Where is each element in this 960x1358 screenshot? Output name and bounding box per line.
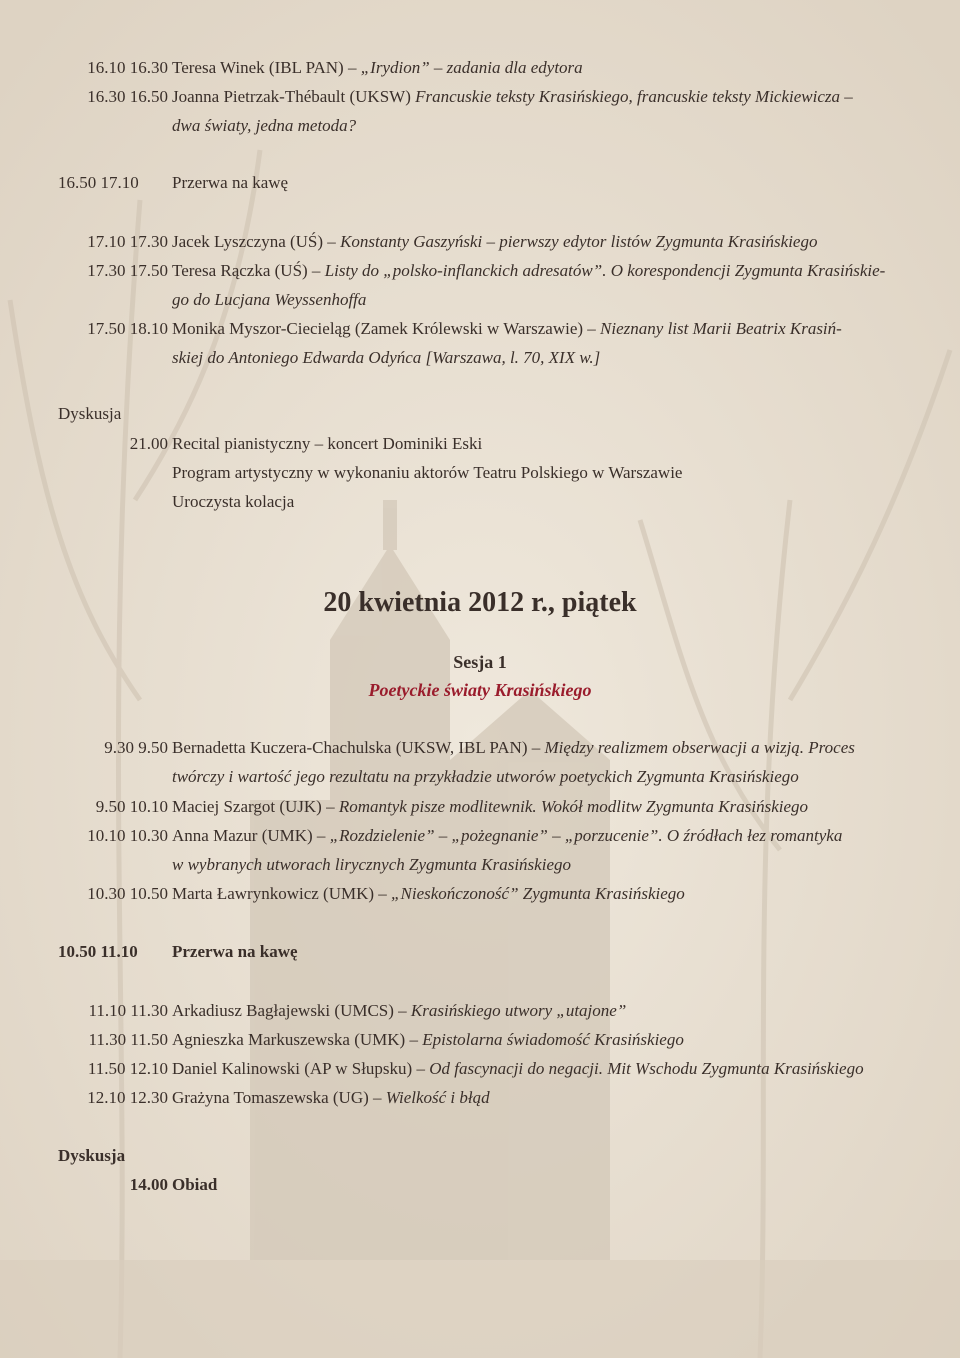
program-item [58,879,908,908]
item-speaker: Jacek Lyszczyna (UŚ) – [172,232,336,251]
item-time: 17.30 17.50 [87,261,168,280]
item-speaker: Grażyna Tomaszewska (UG) – [172,1088,382,1107]
item-time: 17.10 17.30 [87,232,168,251]
item-time: 16.10 16.30 [87,58,168,77]
item-time: 16.30 16.50 [87,87,168,106]
program-item [58,53,908,82]
item-speaker: Teresa Winek (IBL PAN) – [172,58,357,77]
program-item [58,227,908,256]
coffee-break [58,937,908,966]
item-time: 11.30 11.50 [88,1030,168,1049]
item-title: Nieznany list Marii Beatrix Krasiń- [600,319,842,338]
item-title-cont: go do Lucjana Weyssenhoffa [172,290,367,309]
break-label: Przerwa na kawę [172,173,289,192]
item-time: 10.10 10.30 [87,826,168,845]
item-speaker: Arkadiusz Bagłajewski (UMCS) – [172,1001,407,1020]
item-title: „Rozdzielenie” – „pożegnanie” – „porzucenie”. O źródłach łez romantyka [329,826,843,845]
item-time: 9.50 10.10 [95,797,168,816]
lunch-item [58,1170,908,1199]
program-item [58,1054,908,1083]
item-time: 14.00 [129,1175,168,1194]
item-speaker: Monika Myszor-Ciecieląg (Zamek Królewski w Warszawie) – [172,319,596,338]
item-time: 17.50 18.10 [87,319,168,338]
item-title: Krasińskiego utwory „utajone” [410,1001,627,1020]
item-time: 21.00 [129,434,168,453]
item-title: Wielkość i błąd [385,1088,490,1107]
item-title: „Irydion” – zadania dla edytora [360,58,583,77]
item-title: „Nieskończoność” Zygmunta Krasińskiego [391,884,685,903]
item-speaker: Marta Ławrynkowicz (UMK) – [172,884,387,903]
item-title-cont: w wybranych utworach lirycznych Zygmunta Krasińskiego [172,855,571,874]
item-time: 12.10 12.30 [87,1088,168,1107]
program-item [58,1025,908,1054]
program-item [58,996,908,1025]
evening-program [58,429,908,516]
item-title: Romantyk pisze modlitewnik. Wokół modlitw Zygmunta Krasińskiego [338,797,809,816]
item-speaker: Joanna Pietrzak-Thébault (UKSW) [172,87,411,106]
item-time: 10.30 10.50 [87,884,168,903]
session-title: Poetyckie światy Krasińskiego [368,680,592,700]
item-speaker: Daniel Kalinowski (AP w Słupsku) – [172,1059,425,1078]
item-time: 16.50 17.10 [58,173,139,192]
dinner-line: Uroczysta kolacja [172,492,295,511]
session-label: Sesja 1 [453,652,507,672]
program-page: 16.10 16.30 Teresa Winek (IBL PAN) – „Irydion” – zadania dla edytora 16.30 16.50 Joanna Pietrzak-Thébault (UKSW) Francuskie teksty Krasińskiego, francuskie teksty Mickiewicza – dwa światy, jedna metoda? 16.50 17.10 Przerwa na kawę 17.10 17.30 Jacek Lyszczyna (UŚ) – Konstanty Gaszyński – pierwszy edytor listów Zygmunta Krasińskiego 17.30 17.50 Teresa Rączka (UŚ) – Listy do „polsko-inflanckich adresatów”. O korespondencji Zygmunta Krasińskie- go do Lucjana Weyssenhoffa 17.50 18.10 Monika Myszor-Ciecieląg (Zamek Królewski w Warszawie) – Nieznany list Marii Beatrix Krasiń- skiej do Antoniego Edwarda Odyńca [Warszawa, l. 70, XIX w.] Dyskusja 21.00 Recital pianistyczny – koncert Dominiki Eski Program artystyczny w wykonaniu aktorów Teatru Polskiego w Warszawie Uroczysta kolacja 20 kwietnia 2012 r., piątek Sesja 1 Poetyckie światy Krasińskiego 9.30 9.50 Bernadetta Kuczera-Chachulska (UKSW, IBL PAN) – Między realizmem obserwacji a wizją. Proces twórczy i wartość jego rezultatu na przykładzie utworów poetyckich Zygmunta Krasińskiego 9.50 10.10 Maciej Szargot (UJK) – Romantyk pisze modlitewnik. Wokół modlitw Zygmunta Krasińskiego 10.10 10.30 Anna Mazur (UMK) – „Rozdzielenie” – „pożegnanie” – „porzucenie”. O źródłach łez romantyka w wybranych utworach lirycznych Zygmunta Krasińskiego 10.30 10.50 Marta Ławrynkowicz (UMK) – „Nieskończoność” Zygmunta Krasińskiego 10.50 11.10 Przerwa na kawę 11.10 11.30 Arkadiusz Bagłajewski (UMCS) – Krasińskiego utwory „utajone” 11.30 11.50 Agnieszka Markuszewska (UMK) – Epistolarna świadomość Krasińskiego 11.50 12.10 Daniel Kalinowski (AP w Słupsku) – Od fascynacji do negacji. Mit Wschodu Zygmunta Krasińskiego 12.10 12.30 Grażyna Tomaszewska (UG) – Wielkość i błąd Dyskusja 14.00 Obiad [0,0,960,1358]
program-item [58,256,908,314]
item-title: Epistolarna świadomość Krasińskiego [422,1030,684,1049]
item-title: Listy do „polsko-inflanckich adresatów”. O korespondencji Zygmunta Krasińskie- [324,261,886,280]
item-title-cont: dwa światy, jedna metoda? [172,116,357,135]
lunch-label: Obiad [172,1175,218,1194]
program-item [58,1083,908,1112]
item-speaker: Anna Mazur (UMK) – [172,826,326,845]
recital-line: Recital pianistyczny – koncert Dominiki Eski [172,434,483,453]
artistic-program-line: Program artystyczny w wykonaniu aktorów Teatru Polskiego w Warszawie [172,463,683,482]
coffee-break [58,168,908,197]
item-time: 11.50 12.10 [87,1059,168,1078]
break-label: Przerwa na kawę [172,942,298,961]
program-item [58,733,908,791]
item-speaker: Maciej Szargot (UJK) – [172,797,335,816]
item-title: Między realizmem obserwacji a wizją. Proces [544,738,855,757]
program-item [58,792,908,821]
item-title: Od fascynacji do negacji. Mit Wschodu Zygmunta Krasińskiego [429,1059,864,1078]
day-heading: 20 kwietnia 2012 r., piątek [323,587,637,618]
program-item [58,82,908,140]
program-item [58,314,908,372]
item-time: 10.50 11.10 [58,942,138,961]
item-title: Konstanty Gaszyński – pierwszy edytor listów Zygmunta Krasińskiego [340,232,818,251]
item-title-cont: twórczy i wartość jego rezultatu na przykładzie utworów poetyckich Zygmunta Krasińskiego [172,767,799,786]
item-speaker: Bernadetta Kuczera-Chachulska (UKSW, IBL PAN) – [172,738,541,757]
item-time: 9.30 9.50 [104,738,168,757]
item-speaker: Agnieszka Markuszewska (UMK) – [172,1030,418,1049]
item-speaker: Teresa Rączka (UŚ) – [172,261,321,280]
item-title-cont: skiej do Antoniego Edwarda Odyńca [Warszawa, l. 70, XIX w.] [172,348,601,367]
item-time: 11.10 11.30 [88,1001,168,1020]
program-item [58,821,908,879]
item-title: Francuskie teksty Krasińskiego, francuskie teksty Mickiewicza – [415,87,853,106]
